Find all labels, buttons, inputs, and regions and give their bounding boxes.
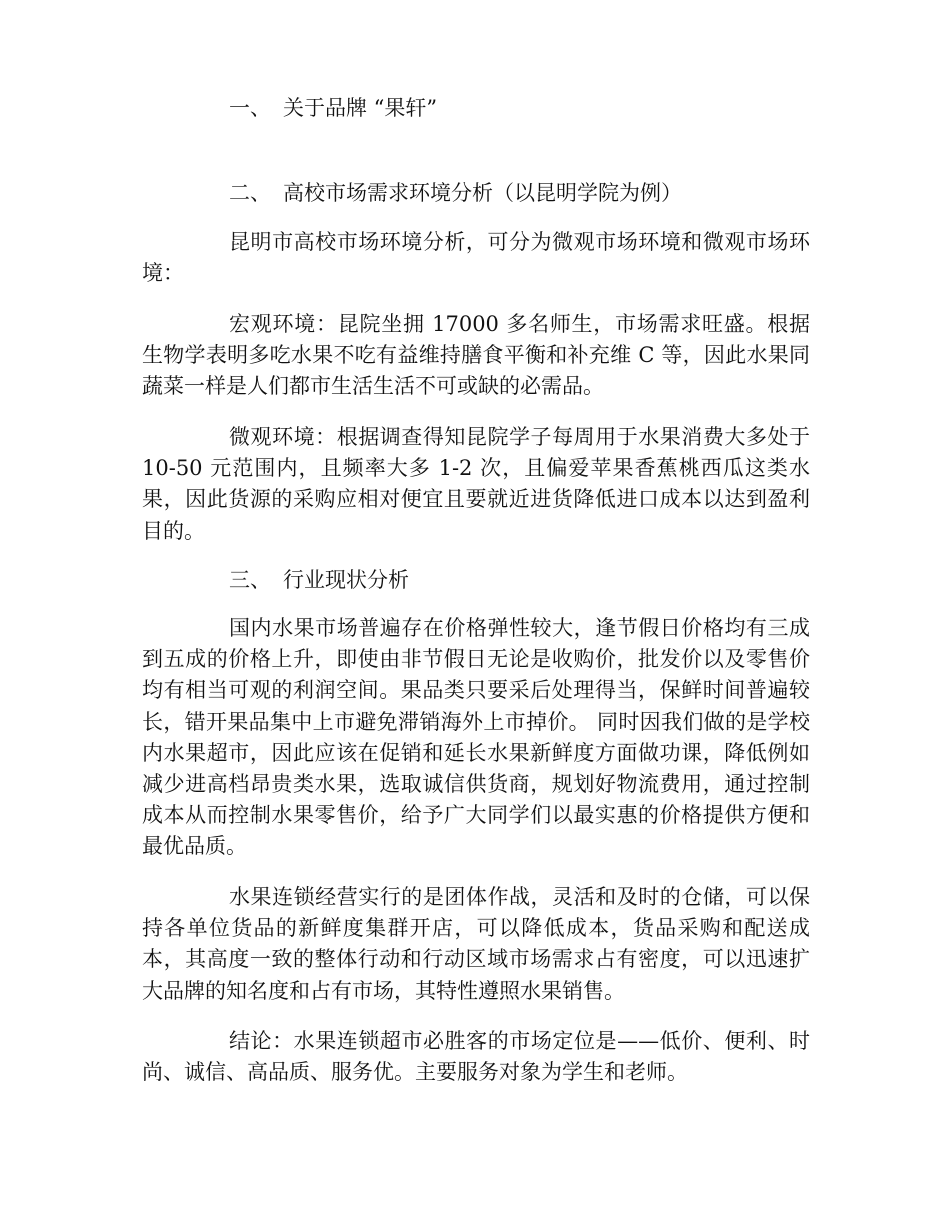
- section-number: 一、: [229, 96, 271, 120]
- section-heading-1: [229, 93, 437, 123]
- section-heading-3: [229, 565, 409, 595]
- paragraph-market-overview: 昆明市高校市场环境分析，可分为微观市场环境和微观市场环境：: [142, 230, 810, 286]
- paragraph-chain-operation: 水果连锁经营实行的是团体作战，灵活和及时的仓储，可以保持各单位货品的新鲜度集群开店，可以降低成本，货品采购和配送成本，其高度一致的整体行动和行动区域市场需求占有密度，可以迅速扩大品牌的知名度和占有市场，其特性遵照水果销售。: [142, 885, 810, 1003]
- section-title: 关于品牌 “果轩”: [283, 96, 438, 120]
- section-heading-2: [229, 178, 682, 208]
- paragraph-industry-status: 国内水果市场普遍存在价格弹性较大，逢节假日价格均有三成到五成的价格上升，即使由非节假日无论是收购价，批发价以及零售价均有相当可观的利润空间。果品类只要采后处理得当，保鲜时间普遍较长，错开果品集中上市避免滞销海外上市掉价。 同时因我们做的是学校内水果超市，因此应该在促销和延长水果新鲜度方面做功课，降低例如减少进高档昂贵类水果，选取诚信供货商，规划好物流费用，通过控制成本从而控制水果零售价，给予广大同学们以最实惠的价格提供方便和最优品质。: [142, 616, 810, 859]
- section-title: 高校市场需求环境分析（以昆明学院为例）: [283, 181, 682, 205]
- section-title: 行业现状分析: [283, 568, 409, 592]
- paragraph-micro-environment: 微观环境：根据调查得知昆院学子每周用于水果消费大多处于 10-50 元范围内，且频率大多 1-2 次，且偏爱苹果香蕉桃西瓜这类水果，因此货源的采购应相对便宜且要就近进货降低进口成本以达到盈利目的。: [142, 425, 810, 543]
- paragraph-conclusion: 结论：水果连锁超市必胜客的市场定位是——低价、便利、时尚、诚信、高品质、服务优。主要服务对象为学生和老师。: [142, 1029, 810, 1085]
- section-number: 二、: [229, 181, 271, 205]
- paragraph-macro-environment: 宏观环境：昆院坐拥 17000 多名师生，市场需求旺盛。根据生物学表明多吃水果不吃有益维持膳食平衡和补充维 C 等，因此水果同蔬菜一样是人们都市生活生活不可或缺的必需品。: [142, 312, 810, 399]
- section-number: 三、: [229, 568, 271, 592]
